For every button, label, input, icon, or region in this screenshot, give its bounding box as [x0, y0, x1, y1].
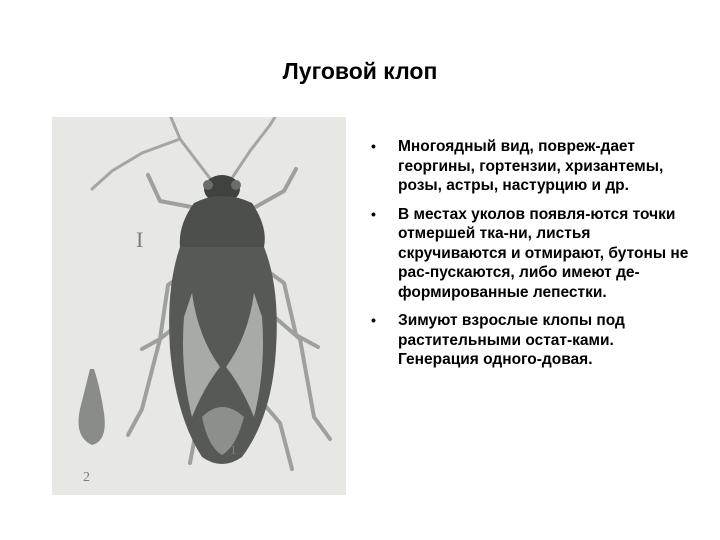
bullet-text: В местах уколов появля-ются точки отмершей тка-ни, листья скручиваются и отмирают, бутоны не рас-пускаются, либо имеют де-формированные лепестки. — [398, 205, 689, 301]
figure-label-adult: 1 — [230, 442, 237, 457]
bullet-text: Многоядный вид, повреж-дает георгины, гортензии, хризантемы, розы, астры, настурцию и др. — [398, 138, 664, 194]
bullet-item — [371, 205, 691, 303]
bullet-marker: • — [371, 205, 376, 222]
bullet-item — [371, 137, 691, 196]
bullet-marker: • — [371, 138, 376, 154]
meadow-bug-drawing — [52, 117, 346, 495]
figure-roman-label: I — [136, 227, 144, 252]
meadow-bug-illustration — [52, 117, 346, 495]
slide-title: Луговой клоп — [282, 58, 438, 84]
bullet-marker: • — [371, 312, 376, 328]
bullet-text: Зимуют взрослые клопы под растительными остат-ками. Генерация одного-довая. — [398, 312, 625, 368]
bullet-list — [371, 137, 691, 379]
figure-label-egg: 2 — [83, 470, 90, 485]
bullet-item — [371, 311, 691, 370]
